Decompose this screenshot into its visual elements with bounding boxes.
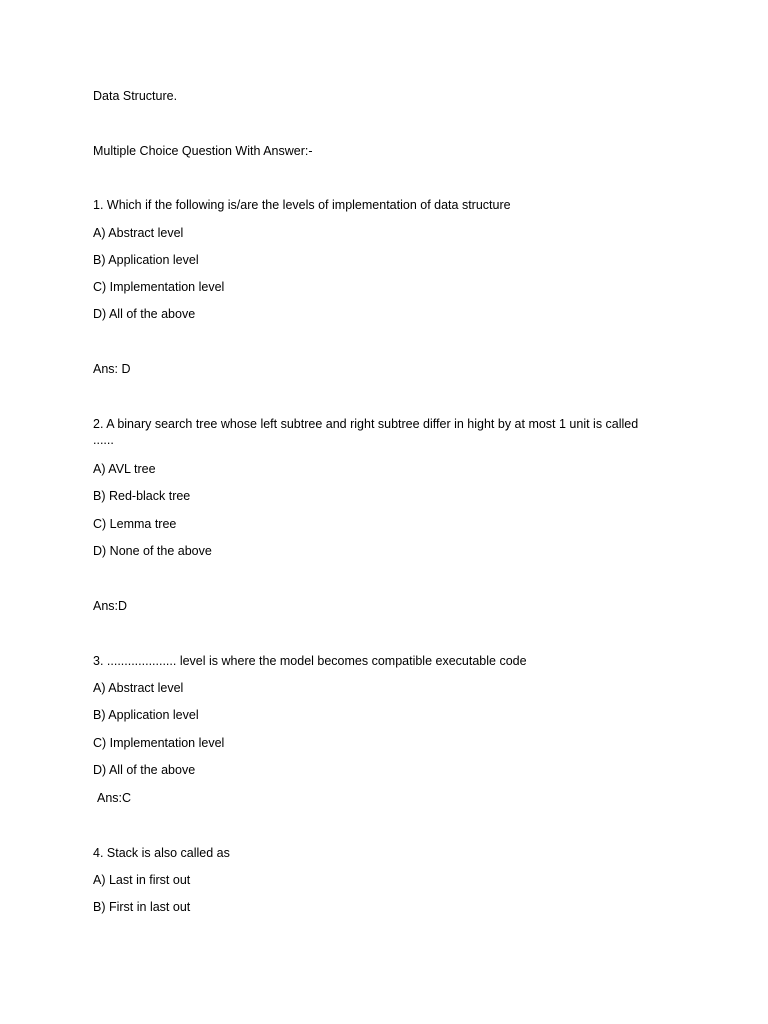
question-1-answer: Ans: D — [93, 362, 131, 376]
question-1-option-b: B) Application level — [93, 253, 199, 267]
question-3-option-c: C) Implementation level — [93, 736, 225, 750]
question-1-option-a: A) Abstract level — [93, 226, 184, 240]
question-2-option-b: B) Red-black tree — [93, 489, 191, 503]
question-2-text: 2. A binary search tree whose left subtree and right subtree differ in hight by at most 1 unit is called — [93, 417, 639, 431]
question-2-option-c: C) Lemma tree — [93, 517, 177, 531]
question-3-text: 3. .................... level is where the model becomes compatible executable code — [93, 654, 527, 668]
question-1-option-c: C) Implementation level — [93, 280, 225, 294]
question-4-option-a: A) Last in first out — [93, 873, 191, 887]
question-2-option-a: A) AVL tree — [93, 462, 156, 476]
question-2-text-continued: ...... — [93, 433, 114, 447]
question-3-option-b: B) Application level — [93, 708, 199, 722]
document-title: Data Structure. — [93, 89, 178, 103]
question-2-option-d: D) None of the above — [93, 544, 212, 558]
question-3-option-a: A) Abstract level — [93, 681, 184, 695]
document-subtitle: Multiple Choice Question With Answer:- — [93, 144, 313, 158]
question-3-answer: Ans:C — [97, 791, 132, 805]
question-3-option-d: D) All of the above — [93, 763, 196, 777]
question-4-text: 4. Stack is also called as — [93, 846, 230, 860]
question-1-text: 1. Which if the following is/are the levels of implementation of data structure — [93, 198, 511, 212]
question-4-option-b: B) First in last out — [93, 900, 191, 914]
question-2-answer: Ans:D — [93, 599, 128, 613]
question-1-option-d: D) All of the above — [93, 307, 196, 321]
